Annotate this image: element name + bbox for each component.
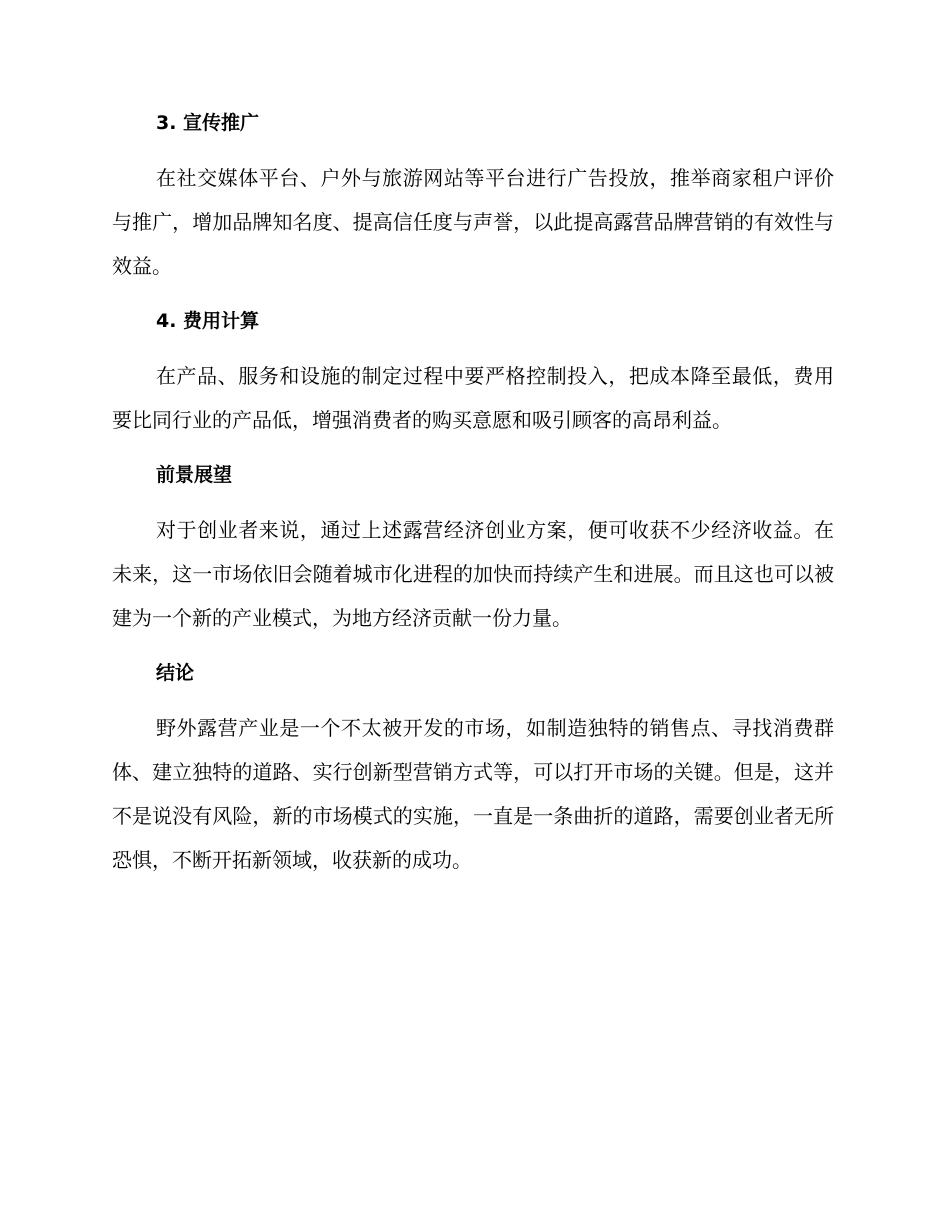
document-body bbox=[112, 109, 834, 901]
section-paragraph-cost-calculation: 在产品、服务和设施的制定过程中要严格控制投入，把成本降至最低，费用要比同行业的产品低，增强消费者的购买意愿和吸引顾客的高昂利益。 bbox=[112, 364, 834, 432]
section-heading-cost-calculation: 4. 费用计算 bbox=[156, 310, 260, 332]
section-paragraph-conclusion: 野外露营产业是一个不太被开发的市场，如制造独特的销售点、寻找消费群体、建立独特的道路、实行创新型营销方式等，可以打开市场的关键。但是，这并不是说没有风险，新的市场模式的实施，一直是一条曲折的道路，需要创业者无所恐惧，不断开拓新领域，收获新的成功。 bbox=[112, 716, 834, 872]
section-heading-promotion: 3. 宣传推广 bbox=[156, 112, 260, 134]
section-paragraph-outlook: 对于创业者来说，通过上述露营经济创业方案，便可收获不少经济收益。在未来，这一市场依旧会随着城市化进程的加快而持续产生和进展。而且这也可以被建为一个新的产业模式，为地方经济贡献一份力量。 bbox=[112, 518, 834, 630]
section-heading-conclusion: 结论 bbox=[156, 662, 195, 684]
section-heading-outlook: 前景展望 bbox=[156, 464, 233, 486]
section-paragraph-promotion: 在社交媒体平台、户外与旅游网站等平台进行广告投放，推举商家租户评价与推广，增加品牌知名度、提高信任度与声誉，以此提高露营品牌营销的有效性与效益。 bbox=[112, 166, 834, 278]
